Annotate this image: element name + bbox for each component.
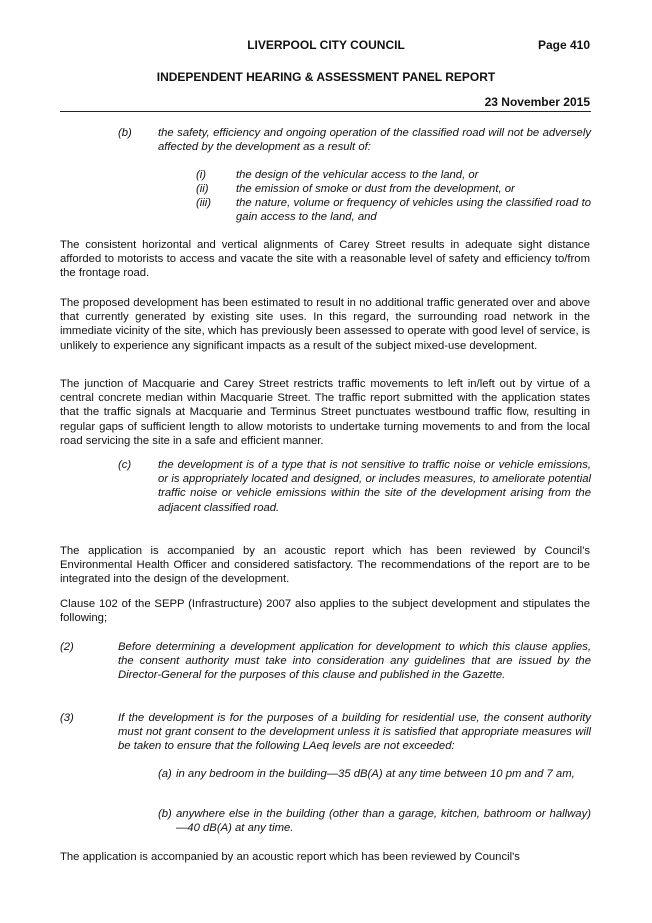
clause-3-item-text: anywhere else in the building (other than a garage, kitchen, bathroom or hallway)—40 dB(A) at any time. — [176, 808, 591, 835]
report-title: INDEPENDENT HEARING & ASSESSMENT PANEL REPORT — [156, 70, 496, 84]
clause-c-label: (c) — [118, 459, 132, 471]
paragraph-clause-102: Clause 102 of the SEPP (Infrastructure) 2007 also applies to the subject development and stipulates the following; — [60, 598, 590, 625]
council-name: LIVERPOOL CITY COUNCIL — [247, 38, 405, 52]
clause-3-item-text: in any bedroom in the building—35 dB(A) at any time between 10 pm and 7 am, — [176, 768, 575, 780]
clause-b-item-label: (iii) — [196, 197, 212, 209]
clause-b-label: (b) — [118, 127, 132, 139]
clause-b-item-text: the nature, volume or frequency of vehicles using the classified road to gain access to the land, and — [236, 197, 591, 224]
clause-b-item-text: the design of the vehicular access to the land, or — [236, 169, 479, 181]
clause-3-item-label: (a) — [158, 768, 172, 780]
report-date: 23 November 2015 — [484, 95, 590, 109]
clause-2-label: (2) — [60, 641, 74, 653]
clause-2-text: Before determining a development application for development to which this clause applies, the consent authority must take into consideration any guidelines that are issued by the Director-General for the purposes of this clause and published in the Gazette. — [118, 641, 591, 682]
paragraph-traffic-generation: The proposed development has been estimated to result in no additional traffic generated over and above that currently generated by existing site uses. In this regard, the surrounding road network in the immediate vicinity of the site, which has previously been assessed to operate with good level of service, is unlikely to experience any significant impacts as a result of the subject mixed-use development. — [60, 297, 590, 352]
clause-3-item-label: (b) — [158, 808, 172, 820]
page-number: Page 410 — [537, 38, 590, 52]
clause-b-item-label: (i) — [196, 169, 207, 181]
paragraph-junction: The junction of Macquarie and Carey Street restricts traffic movements to left in/left out by virtue of a central concrete median within Macquarie Street. The traffic report submitted with the application states that the traffic signals at Macquarie and Terminus Street punctuates westbound traffic flow, resulting in regular gaps of sufficient length to allow motorists to undertake turning movements to and from the local road servicing the site in a safe and efficient manner. — [60, 378, 590, 447]
clause-3-text: If the development is for the purposes of a building for residential use, the consent authority must not grant consent to the development unless it is satisfied that appropriate measures will be taken to ensure that the following LAeq levels are not exceeded: — [118, 712, 591, 753]
paragraph-sight-distance: The consistent horizontal and vertical alignments of Carey Street results in adequate sight distance afforded to motorists to access and vacate the site with a reasonable level of safety and efficiency to/from the frontage road. — [60, 239, 590, 280]
clause-b-item-text: the emission of smoke or dust from the development, or — [236, 183, 515, 195]
header-divider — [60, 111, 591, 112]
clause-b-item-label: (ii) — [196, 183, 209, 195]
paragraph-acoustic-report-continued: The application is accompanied by an acoustic report which has been reviewed by Council's — [60, 851, 520, 863]
clause-3-label: (3) — [60, 712, 74, 724]
paragraph-acoustic-report: The application is accompanied by an acoustic report which has been reviewed by Council's Environmental Health Officer and considered satisfactory. The recommendations of the report are to be integrated into the design of the development. — [60, 545, 590, 586]
clause-c-text: the development is of a type that is not sensitive to traffic noise or vehicle emissions, or is appropriately located and designed, or includes measures, to ameliorate potential traffic noise or vehicle emissions within the site of the development arising from the adjacent classified road. — [158, 459, 591, 514]
clause-b-text: the safety, efficiency and ongoing operation of the classified road will not be adversely affected by the development as a result of: — [158, 127, 591, 154]
